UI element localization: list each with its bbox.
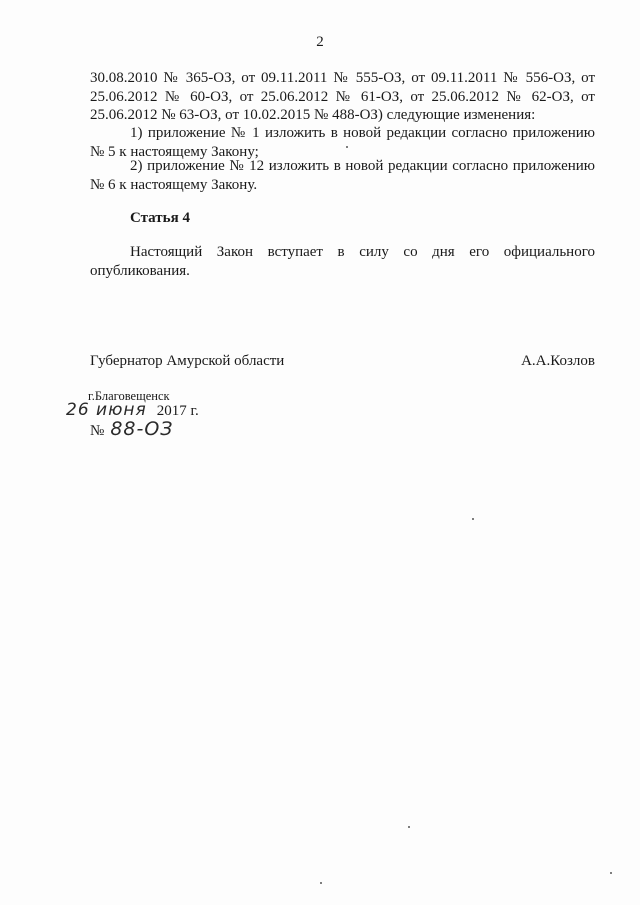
- amendment-item-2: [90, 157, 595, 194]
- amendment-item-1: [90, 124, 595, 161]
- text-line: 25.06.2012 № 63-ОЗ, от 10.02.2015 № 488-ОЗ) следующие изменения:: [90, 107, 536, 123]
- number-sign: №: [90, 423, 105, 439]
- signing-date: [66, 400, 199, 420]
- text-line: № 5 к настоящему Закону;: [90, 143, 259, 160]
- text-line: № 6 к настоящему Закону.: [90, 176, 258, 193]
- text-line: 1) приложение № 1 изложить в новой редакции согласно приложению: [130, 125, 595, 141]
- law-number: [90, 418, 173, 440]
- text-line: 30.08.2010 № 365-ОЗ, от 09.11.2011 № 555-ОЗ, от 09.11.2011 № 556-ОЗ, от: [90, 70, 595, 86]
- handwritten-date: 26 июня: [66, 400, 147, 420]
- text-line: опубликования.: [90, 262, 190, 279]
- text-line: 25.06.2012 № 60-ОЗ, от 25.06.2012 № 61-ОЗ, от 25.06.2012 № 62-ОЗ, от: [90, 88, 595, 105]
- amendment-intro-paragraph: [90, 69, 595, 125]
- signing-year: 2017 г.: [156, 403, 199, 419]
- scan-speck: [610, 872, 612, 874]
- scan-speck: [320, 882, 322, 884]
- handwritten-law-number: 88-ОЗ: [110, 418, 174, 440]
- text-line: Настоящий Закон вступает в силу со дня его официального: [130, 244, 595, 260]
- scan-speck: [408, 826, 410, 828]
- text-line: 2) приложение № 12 изложить в новой редакции согласно приложению: [130, 158, 595, 174]
- scan-speck: [472, 518, 474, 520]
- article-heading: Статья 4: [130, 210, 190, 226]
- scan-speck: [346, 146, 348, 148]
- page-number: 2: [316, 34, 324, 50]
- signatory-position: Губернатор Амурской области: [90, 353, 285, 369]
- entry-into-force-paragraph: [90, 243, 595, 280]
- city-of-signing: г.Благовещенск: [88, 389, 170, 403]
- signatory-name: А.А.Козлов: [521, 353, 595, 369]
